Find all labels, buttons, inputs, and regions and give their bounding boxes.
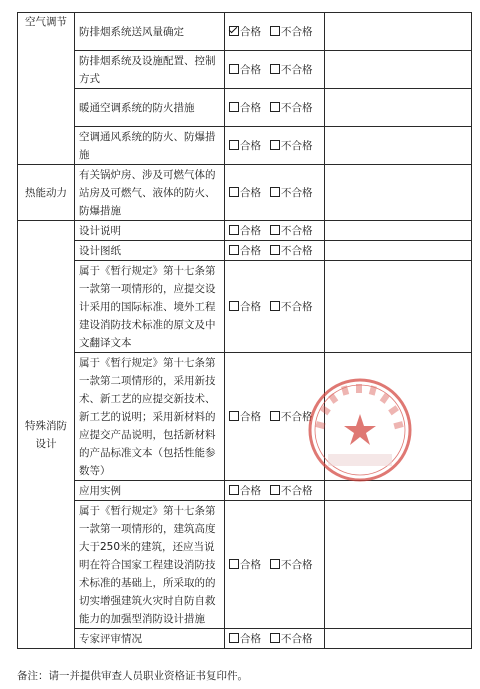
remarks-cell[interactable] <box>325 221 472 241</box>
fail-label: 不合格 <box>281 632 313 645</box>
checkbox-icon[interactable] <box>229 225 239 235</box>
pass-label: 合格 <box>240 186 261 199</box>
checkbox-icon[interactable] <box>229 245 239 255</box>
pass-label: 合格 <box>240 139 261 152</box>
remarks-cell[interactable] <box>325 165 472 221</box>
pass-option[interactable] <box>229 242 261 260</box>
pass-label: 合格 <box>240 244 261 257</box>
checkbox-icon[interactable] <box>229 559 239 569</box>
pass-option[interactable] <box>229 222 261 240</box>
fail-label: 不合格 <box>281 25 313 38</box>
fail-option[interactable] <box>270 184 313 202</box>
fail-label: 不合格 <box>281 63 313 76</box>
checkbox-icon[interactable] <box>270 140 280 150</box>
checkbox-icon[interactable] <box>270 485 280 495</box>
review-item-text: 空调通风系统的防火、防爆措施 <box>75 127 225 165</box>
pass-option[interactable] <box>229 61 261 79</box>
pass-label: 合格 <box>240 224 261 237</box>
fail-label: 不合格 <box>281 224 313 237</box>
checkbox-icon[interactable] <box>270 633 280 643</box>
review-table <box>17 12 472 649</box>
fail-label: 不合格 <box>281 410 313 423</box>
result-cell <box>225 89 325 127</box>
remarks-cell[interactable] <box>325 51 472 89</box>
pass-label: 合格 <box>240 63 261 76</box>
remarks-cell[interactable] <box>325 501 472 629</box>
review-row <box>18 241 472 261</box>
review-item-text: 专家评审情况 <box>75 629 225 649</box>
result-cell <box>225 165 325 221</box>
result-cell <box>225 629 325 649</box>
review-row <box>18 13 472 51</box>
fail-label: 不合格 <box>281 101 313 114</box>
pass-label: 合格 <box>240 632 261 645</box>
pass-label: 合格 <box>240 25 261 38</box>
checkbox-icon[interactable] <box>229 187 239 197</box>
fail-option[interactable] <box>270 556 313 574</box>
fail-option[interactable] <box>270 61 313 79</box>
pass-option[interactable] <box>229 556 261 574</box>
pass-option[interactable] <box>229 630 261 648</box>
review-item-text: 防排烟系统送风量确定 <box>75 13 225 51</box>
pass-label: 合格 <box>240 101 261 114</box>
review-item-text: 暖通空调系统的防火措施 <box>75 89 225 127</box>
fail-label: 不合格 <box>281 558 313 571</box>
category-cell: 热能动力 <box>18 165 75 221</box>
result-cell <box>225 261 325 353</box>
fail-option[interactable] <box>270 137 313 155</box>
fail-option[interactable] <box>270 99 313 117</box>
fail-option[interactable] <box>270 242 313 260</box>
pass-option[interactable] <box>229 23 261 41</box>
checkbox-icon[interactable] <box>270 559 280 569</box>
checkbox-icon[interactable] <box>229 26 239 36</box>
category-cell: 空气调节 <box>18 13 75 165</box>
checkbox-icon[interactable] <box>270 26 280 36</box>
pass-option[interactable] <box>229 99 261 117</box>
result-cell <box>225 127 325 165</box>
checkbox-icon[interactable] <box>229 633 239 643</box>
review-item-text: 有关锅炉房、涉及可燃气体的站房及可燃气、液体的防火、防爆措施 <box>75 165 225 221</box>
fail-label: 不合格 <box>281 186 313 199</box>
pass-option[interactable] <box>229 137 261 155</box>
result-cell <box>225 221 325 241</box>
checkbox-icon[interactable] <box>270 225 280 235</box>
checkbox-icon[interactable] <box>270 102 280 112</box>
review-item-text: 设计说明 <box>75 221 225 241</box>
review-row <box>18 89 472 127</box>
result-cell <box>225 13 325 51</box>
review-item-text: 应用实例 <box>75 481 225 501</box>
review-item-text: 属于《暂行规定》第十七条第一款第一项情形的，应提交设计采用的国际标准、境外工程建设消防技术标准的原文及中文翻译文本 <box>75 261 225 353</box>
review-item-text: 属于《暂行规定》第十七条第一款第一项情形的，建筑高度大于250米的建筑，还应当说明在符合国家工程建设消防技术标准的基础上，所采取的的切实增强建筑火灾时自防自救能力的加强型消防设计措施 <box>75 501 225 629</box>
review-row <box>18 51 472 89</box>
category-cell: 特殊消防设计 <box>18 221 75 649</box>
pass-option[interactable] <box>229 482 261 500</box>
checkbox-icon[interactable] <box>270 245 280 255</box>
checkbox-icon[interactable] <box>270 64 280 74</box>
review-item-text: 防排烟系统及设施配置、控制方式 <box>75 51 225 89</box>
review-row <box>18 261 472 353</box>
checkbox-icon[interactable] <box>229 301 239 311</box>
checkbox-icon[interactable] <box>229 411 239 421</box>
pass-label: 合格 <box>240 300 261 313</box>
fail-option[interactable] <box>270 222 313 240</box>
remarks-cell[interactable] <box>325 13 472 51</box>
checkbox-icon[interactable] <box>229 485 239 495</box>
fail-label: 不合格 <box>281 300 313 313</box>
remarks-cell[interactable] <box>325 127 472 165</box>
review-row <box>18 221 472 241</box>
pass-option[interactable] <box>229 408 261 426</box>
remarks-cell[interactable] <box>325 629 472 649</box>
review-row <box>18 127 472 165</box>
checkbox-icon[interactable] <box>229 64 239 74</box>
remarks-cell[interactable] <box>325 89 472 127</box>
result-cell <box>225 51 325 89</box>
review-row <box>18 165 472 221</box>
review-row <box>18 501 472 629</box>
fail-option[interactable] <box>270 23 313 41</box>
pass-label: 合格 <box>240 558 261 571</box>
checkbox-icon[interactable] <box>270 411 280 421</box>
checkbox-icon[interactable] <box>270 301 280 311</box>
result-cell <box>225 241 325 261</box>
review-table-body <box>18 13 472 649</box>
remarks-cell[interactable] <box>325 261 472 353</box>
fail-label: 不合格 <box>281 244 313 257</box>
fail-label: 不合格 <box>281 139 313 152</box>
fail-option[interactable] <box>270 298 313 316</box>
pass-option[interactable] <box>229 184 261 202</box>
remarks-cell[interactable] <box>325 241 472 261</box>
fail-option[interactable] <box>270 630 313 648</box>
pass-option[interactable] <box>229 298 261 316</box>
review-item-text: 属于《暂行规定》第十七条第一款第二项情形的，采用新技术、新工艺的应提交新技术、新工艺的说明；采用新材料的应提交产品说明，包括新材料的产品标准文本（包括性能参数等） <box>75 353 225 481</box>
official-seal-stamp <box>306 376 414 484</box>
pass-label: 合格 <box>240 484 261 497</box>
checkbox-icon[interactable] <box>229 140 239 150</box>
fail-option[interactable] <box>270 482 313 500</box>
pass-label: 合格 <box>240 410 261 423</box>
review-row <box>18 629 472 649</box>
result-cell <box>225 501 325 629</box>
checkbox-icon[interactable] <box>229 102 239 112</box>
checkbox-icon[interactable] <box>270 187 280 197</box>
footnote: 备注：请一并提供审查人员职业资格证书复印件。 <box>17 670 248 682</box>
fail-label: 不合格 <box>281 484 313 497</box>
review-item-text: 设计图纸 <box>75 241 225 261</box>
